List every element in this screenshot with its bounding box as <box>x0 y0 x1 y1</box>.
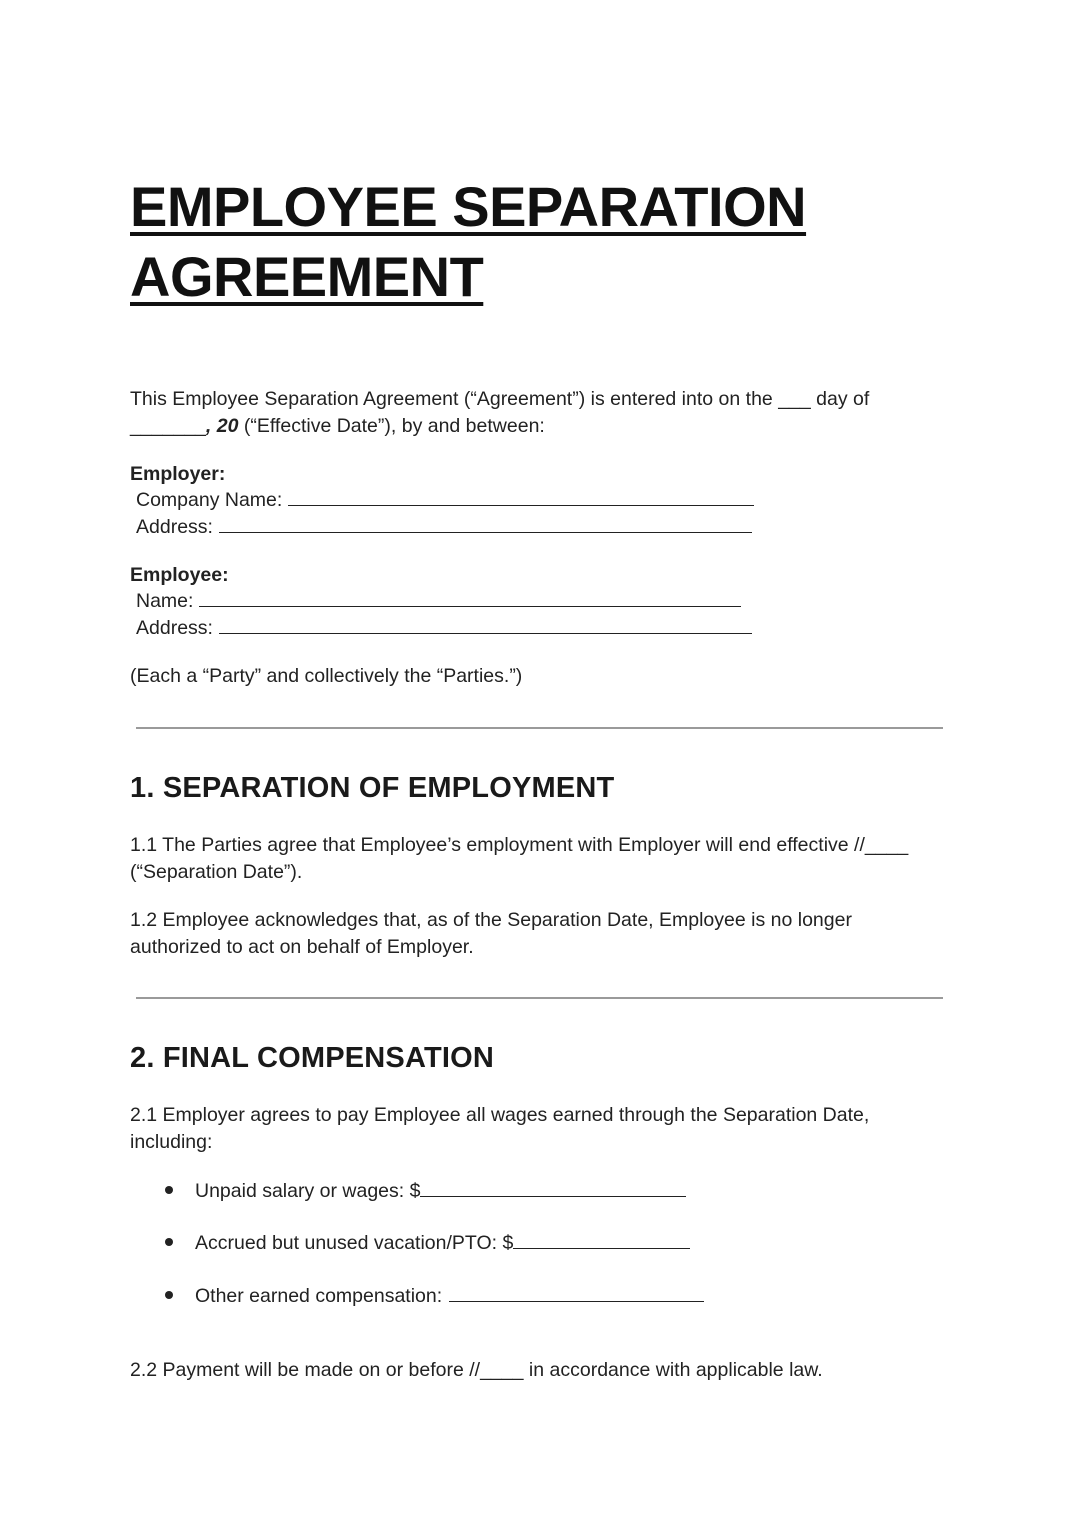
list-item <box>165 1283 704 1309</box>
section-1-p2-line2: authorized to act on behalf of Employer. <box>130 935 474 958</box>
list-item <box>165 1178 686 1204</box>
parties-note: (Each a “Party” and collectively the “Parties.”) <box>130 665 523 687</box>
bullet-label: Accrued but unused vacation/PTO: $ <box>195 1232 514 1254</box>
other-compensation-field[interactable] <box>449 1284 704 1302</box>
employer-address-row <box>136 514 752 540</box>
section-2-p2-b: in accordance with applicable law. <box>523 1359 823 1381</box>
employer-company-row <box>136 487 754 513</box>
employer-company-label: Company Name: <box>136 489 283 511</box>
unpaid-salary-field[interactable] <box>420 1179 686 1197</box>
section-1-paragraph-1 <box>130 832 908 885</box>
bullet-label: Unpaid salary or wages: $ <box>195 1180 421 1202</box>
section-1-paragraph-2 <box>130 907 852 960</box>
employee-heading: Employee: <box>130 564 229 586</box>
intro-text-b: day of <box>810 388 870 410</box>
employee-name-row <box>136 588 741 614</box>
employer-company-field[interactable] <box>288 488 754 506</box>
intro-text-a: This Employee Separation Agreement (“Agreement”) is entered into on the <box>130 388 779 410</box>
section-2-paragraph-2 <box>130 1357 823 1384</box>
section-2-p1-line1: 2.1 Employer agrees to pay Employee all wages earned through the Separation Date, <box>130 1104 870 1126</box>
intro-text-c: (“Effective Date”), by and between: <box>238 414 545 437</box>
bullet-icon <box>165 1186 173 1194</box>
employee-name-label: Name: <box>136 590 194 612</box>
section-2-paragraph-1 <box>130 1102 869 1155</box>
employee-address-field[interactable] <box>219 616 752 634</box>
section-2-p2-blank: ____ <box>480 1359 524 1381</box>
section-1-p1-line2: (“Separation Date”). <box>130 860 303 883</box>
section-1-p2-line1: 1.2 Employee acknowledges that, as of the Separation Date, Employee is no longer <box>130 909 852 931</box>
section-2-heading: 2. FINAL COMPENSATION <box>130 1042 495 1074</box>
employer-heading: Employer: <box>130 463 226 485</box>
employer-address-label: Address: <box>136 516 213 538</box>
title-line-2: AGREEMENT <box>130 245 484 308</box>
bullet-icon <box>165 1291 173 1299</box>
section-2-p1-line2: including: <box>130 1130 213 1153</box>
intro-month-blank: _______ <box>130 414 206 437</box>
employee-name-field[interactable] <box>199 589 741 607</box>
employee-address-label: Address: <box>136 617 213 639</box>
document-title <box>130 172 950 312</box>
section-1-p1-line1: 1.1 The Parties agree that Employee’s employment with Employer will end effective //____ <box>130 834 909 856</box>
list-item <box>165 1230 690 1256</box>
intro-day-blank: ___ <box>778 388 811 410</box>
employee-address-row <box>136 615 752 641</box>
accrued-pto-field[interactable] <box>513 1231 690 1249</box>
bullet-icon <box>165 1238 173 1246</box>
divider-2 <box>136 997 943 999</box>
intro-paragraph <box>130 386 930 439</box>
bullet-label: Other earned compensation: <box>195 1285 443 1307</box>
section-2-p2-a: 2.2 Payment will be made on or before // <box>130 1359 481 1381</box>
section-1-heading: 1. SEPARATION OF EMPLOYMENT <box>130 772 615 804</box>
intro-year: , 20 <box>205 414 239 437</box>
divider-1 <box>136 727 943 729</box>
employer-address-field[interactable] <box>219 515 752 533</box>
title-line-1: EMPLOYEE SEPARATION <box>130 175 807 238</box>
